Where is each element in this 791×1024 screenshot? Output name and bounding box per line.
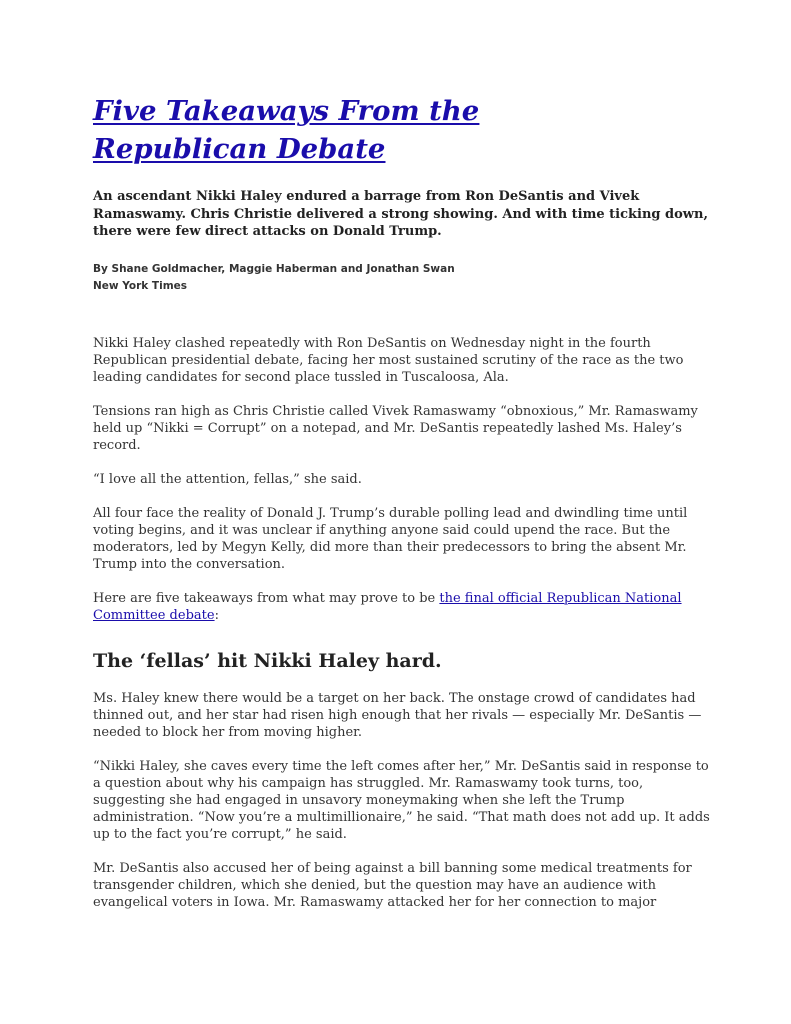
article-dek: An ascendant Nikki Haley endured a barrage from Ron DeSantis and Vivek Ramaswamy. Chris Christie delivered a strong showing. And with time ticking down, there were few direct attacks on Donald Trump. [93, 189, 708, 239]
article-headline[interactable] [93, 92, 553, 168]
takeaways-intro-punct: : [214, 607, 219, 623]
body-paragraph: “Nikki Haley, she caves every time the left comes after her,” Mr. DeSantis said in response to a question about why his campaign has struggled. Mr. Ramaswamy took turns, too, suggesting she had engaged in unsavory moneymaking when she left the Trump administration. “Now you’re a multimillionaire,” he said. “That math does not add up. It adds up to the fact you’re corrupt,” he said. [93, 758, 710, 842]
body-paragraph: Nikki Haley clashed repeatedly with Ron DeSantis on Wednesday night in the fourth Republican presidential debate, facing her most sustained scrutiny of the race as the two leading candidates for second place tussled in Tuscaloosa, Ala. [93, 335, 684, 385]
rnc-debate-link[interactable]: the final official Republican National Committee debate [93, 590, 682, 623]
takeaways-intro [93, 590, 713, 624]
article-body [93, 335, 713, 911]
body-paragraph: Tensions ran high as Chris Christie called Vivek Ramaswamy “obnoxious,” Mr. Ramaswamy held up “Nikki = Corrupt” on a notepad, and Mr. DeSantis repeatedly lashed Ms. Haley’s record. [93, 403, 698, 453]
byline-authors: By Shane Goldmacher, Maggie Haberman and Jonathan Swan [93, 262, 455, 275]
headline-link[interactable]: Five Takeaways From the Republican Debate [93, 95, 480, 165]
body-paragraph: Ms. Haley knew there would be a target on her back. The onstage crowd of candidates had thinned out, and her star had risen high enough that her rivals — especially Mr. DeSantis — needed to block her from moving higher. [93, 690, 702, 740]
byline-block [93, 261, 713, 295]
body-paragraph: Mr. DeSantis also accused her of being against a bill banning some medical treatments for transgender children, which she denied, but the question may have an audience with evangelical voters in Iowa. Mr. Ramaswamy attacked her for her connection to major [93, 860, 692, 910]
takeaways-intro-text: Here are five takeaways from what may prove to be [93, 590, 440, 606]
body-paragraph: All four face the reality of Donald J. Trump’s durable polling lead and dwindling time until voting begins, and it was unclear if anything anyone said could upend the race. But the moderators, led by Megyn Kelly, did more than their predecessors to bring the absent Mr. Trump into the conversation. [93, 505, 688, 572]
article-page [93, 92, 713, 928]
body-paragraph: “I love all the attention, fellas,” she said. [93, 471, 362, 487]
section-heading: The ‘fellas’ hit Nikki Haley hard. [93, 649, 442, 672]
byline-publication: New York Times [93, 279, 188, 292]
